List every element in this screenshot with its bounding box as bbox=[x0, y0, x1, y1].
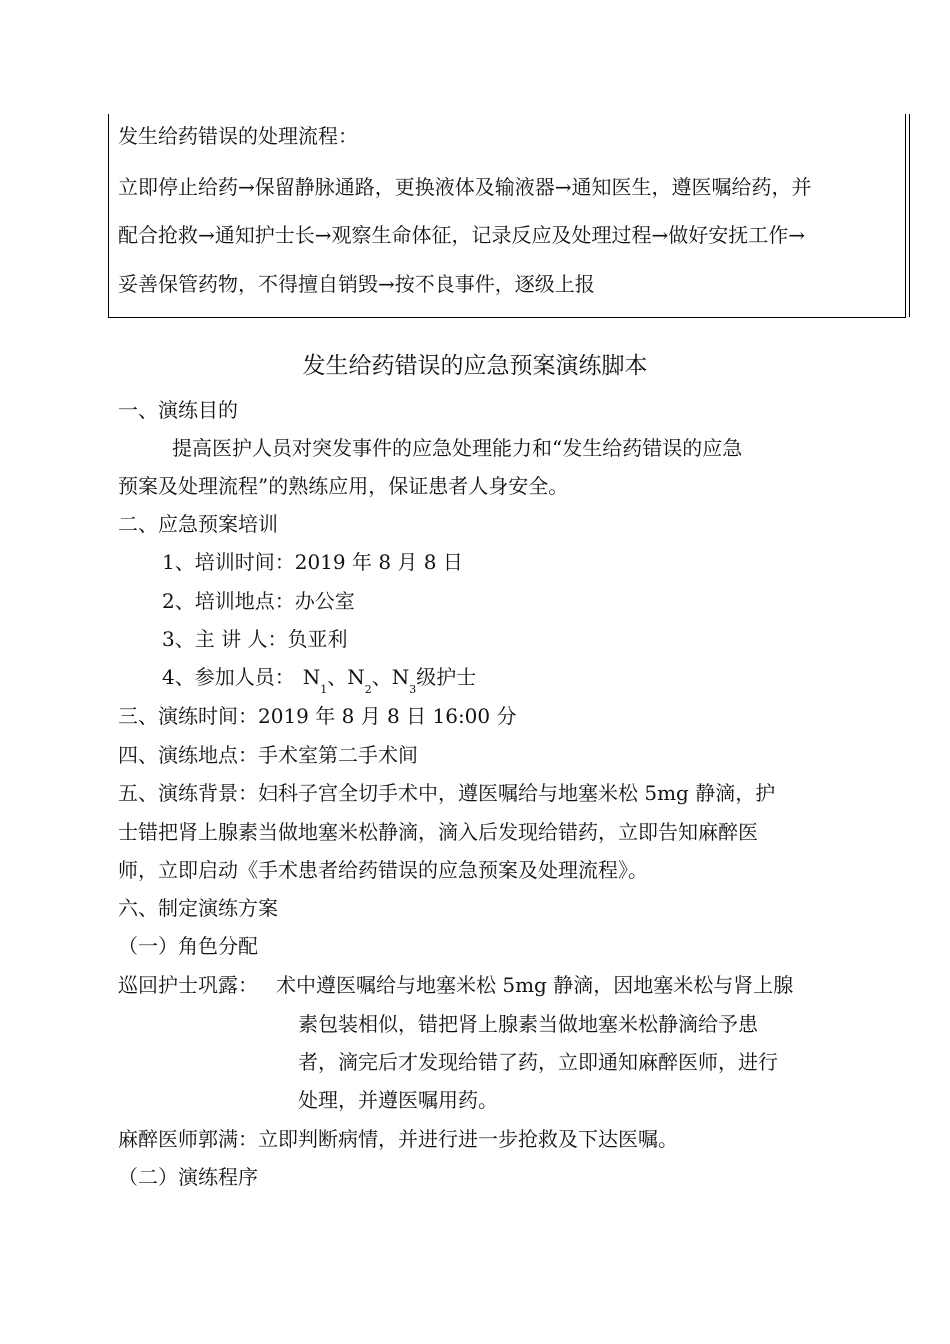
section-1-heading: 一、演练目的 bbox=[118, 398, 238, 422]
subsection-roles: （一）角色分配 bbox=[118, 934, 258, 958]
section-3-drill-time: 三、演练时间：2019 年 8 月 8 日 16:00 分 bbox=[118, 704, 517, 728]
training-participants bbox=[162, 665, 477, 696]
flow-line-1: 立即停止给药→保留静脉通路，更换液体及输液器→通知医生，遵医嘱给药，并 bbox=[118, 175, 812, 199]
training-location: 2、培训地点：办公室 bbox=[162, 589, 355, 613]
training-speaker: 3、主 讲 人：负亚利 bbox=[162, 627, 348, 651]
level-n1: N bbox=[302, 665, 321, 689]
section-5-line-2: 士错把肾上腺素当做地塞米松静滴，滴入后发现给错药，立即告知麻醉医 bbox=[118, 820, 758, 844]
role-2: 麻醉医师郭满：立即判断病情，并进行进一步抢救及下达医嘱。 bbox=[118, 1127, 678, 1151]
role-1-line-1: 术中遵医嘱给与地塞米松 5mg 静滴，因地塞米松与肾上腺 bbox=[276, 973, 794, 997]
section-2-heading: 二、应急预案培训 bbox=[118, 512, 278, 536]
box-double-border bbox=[909, 114, 911, 317]
section-1-text-1: 提高医护人员对突发事件的应急处理能力和“发生给药错误的应急 bbox=[172, 436, 743, 460]
level-n3-sub: 3 bbox=[409, 683, 417, 696]
flow-line-3: 妥善保管药物，不得擅自销毁→按不良事件，逐级上报 bbox=[118, 272, 595, 296]
section-1-text-2: 预案及处理流程”的熟练应用，保证患者人身安全。 bbox=[118, 474, 569, 498]
role-1-line-3: 者，滴完后才发现给错了药，立即通知麻醉医师，进行 bbox=[298, 1050, 778, 1074]
level-n3: N bbox=[391, 665, 410, 689]
separator-1: 、 bbox=[327, 665, 348, 689]
role-1-line-4: 处理，并遵医嘱用药。 bbox=[298, 1088, 498, 1112]
separator-2: 、 bbox=[371, 665, 392, 689]
script-title: 发生给药错误的应急预案演练脚本 bbox=[302, 353, 648, 379]
level-n2-sub: 2 bbox=[364, 683, 372, 696]
training-time: 1、培训时间：2019 年 8 月 8 日 bbox=[162, 550, 463, 574]
section-5-line-1: 五、演练背景：妇科子宫全切手术中，遵医嘱给与地塞米松 5mg 静滴，护 bbox=[118, 781, 776, 805]
level-n2: N bbox=[347, 665, 365, 689]
flow-line-2: 配合抢救→通知护士长→观察生命体征，记录反应及处理过程→做好安抚工作→ bbox=[118, 223, 806, 247]
level-n1-sub: 1 bbox=[320, 683, 328, 696]
role-1-line-2: 素包装相似，错把肾上腺素当做地塞米松静滴给予患 bbox=[298, 1012, 758, 1036]
participants-prefix: 4、参加人员： bbox=[162, 665, 295, 689]
participants-suffix: 级护士 bbox=[416, 665, 477, 689]
section-6-heading: 六、制定演练方案 bbox=[118, 896, 278, 920]
role-1-name: 巡回护士巩露： bbox=[118, 973, 258, 997]
subsection-procedure: （二）演练程序 bbox=[118, 1165, 258, 1189]
section-5-line-3: 师，立即启动《手术患者给药错误的应急预案及处理流程》。 bbox=[118, 858, 648, 882]
section-4-drill-location: 四、演练地点：手术室第二手术间 bbox=[118, 743, 418, 767]
flow-heading: 发生给药错误的处理流程： bbox=[118, 124, 358, 148]
